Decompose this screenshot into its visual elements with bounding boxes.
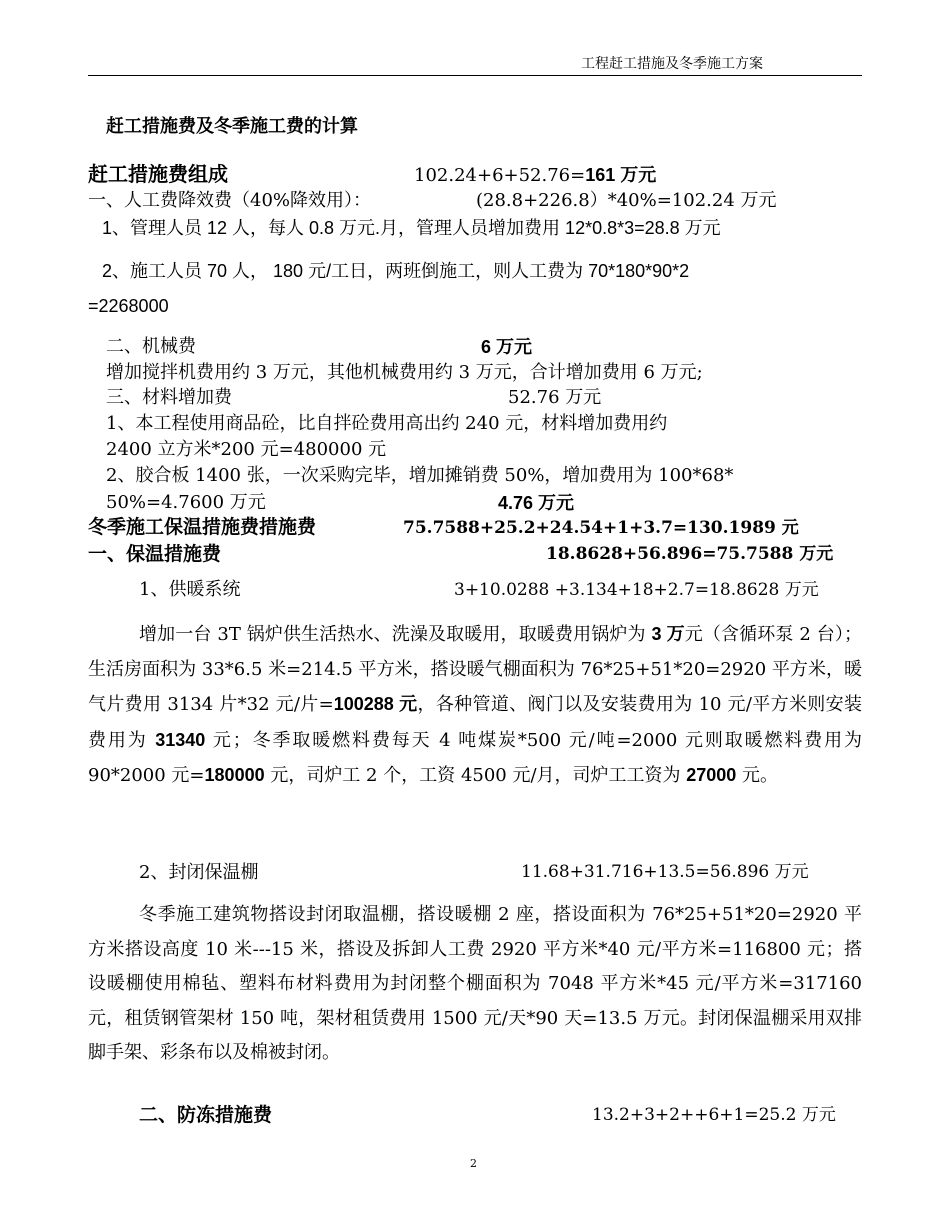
shed-title: 2、封闭保温棚 bbox=[139, 862, 259, 883]
material-item-2: 2、胶合板 1400 张，一次采购完毕，增加摊销费 50%，增加费用为 100*68* bbox=[106, 465, 734, 486]
labor-title: 一、人工费降效费（40%降效用）： bbox=[88, 190, 372, 211]
insulation-formula: 18.8628+56.896=75.7588 万元 bbox=[546, 544, 834, 564]
material-item-2-value: 4.76 万元 bbox=[498, 493, 575, 513]
heating-title: 1、供暖系统 bbox=[139, 579, 241, 600]
material-item-1: 1、本工程使用商品砼，比自拌砼费用高出约 240 元，材料增加费用约 bbox=[106, 413, 668, 434]
machine-desc: 增加搅拌机费用约 3 万元，其他机械费用约 3 万元，合计增加费用 6 万元; bbox=[106, 362, 703, 383]
heating-paragraph bbox=[88, 617, 862, 794]
frost-formula: 13.2+3+2++6+1=25.2 万元 bbox=[592, 1105, 836, 1125]
heating-text-run: 增加一台 3T 锅炉供生活热水、洗澡及取暖用，取暖费用锅炉为 bbox=[139, 624, 652, 645]
rush-formula-text: 102.24+6+52.76= bbox=[414, 165, 586, 186]
labor-item-1: 1、管理人员 12 人，每人 0.8 万元.月，管理人员增加费用 12*0.8*3=28.8 万元 bbox=[102, 218, 721, 238]
winter-heading-formula: 75.7588+25.2+24.54+1+3.7=130.1989 元 bbox=[403, 518, 799, 538]
material-title: 三、材料增加费 bbox=[106, 387, 232, 408]
shed-paragraph: 冬季施工建筑物搭设封闭取温棚，搭设暖棚 2 座，搭设面积为 76*25+51*20=2920 平方米搭设高度 10 米---15 米，搭设及拆卸人工费 2920 平方米*40 元/平方米=116800 元；搭设暖棚使用棉毡、塑料布材料费用为封闭整个棚面积为 7048 平方米*45 元/平方米=317160 元，租赁钢管架材 150 吨，架材租赁费用 1500 元/天*90 天=13.5 万元。封闭保温棚采用双排脚手架、彩条布以及棉被封闭。 bbox=[88, 904, 862, 1063]
heating-bold-value: 100288 元 bbox=[333, 694, 418, 714]
machine-title: 二、机械费 bbox=[106, 336, 196, 357]
rush-total: 161 万元 bbox=[585, 165, 657, 185]
heating-text-run: 元；冬季取暖燃料费每天 4 吨煤炭*500 元/吨=2000 元则取暖燃料费用为 90*2000 元= bbox=[88, 729, 862, 786]
heating-bold-value: 3 万 bbox=[651, 624, 685, 644]
page-number: 2 bbox=[470, 1157, 477, 1170]
heating-bold-value: 180000 bbox=[204, 765, 265, 785]
heating-text-run: 元（含循环泵 2 台）；生活房面积为 33*6.5 米=214.5 平方米，搭设暖气棚面积为 76*25+51*20=2920 平方米，暖气片费用 3134 片*32 元/片= bbox=[88, 624, 862, 715]
shed-formula: 11.68+31.716+13.5=56.896 万元 bbox=[521, 862, 809, 882]
heating-text-run: 元。 bbox=[736, 765, 779, 786]
heating-text-run: 元，司炉工 2 个，工资 4500 元/月，司炉工工资为 bbox=[264, 765, 687, 786]
labor-item-2-cont: =2268000 bbox=[88, 296, 169, 316]
frost-title: 二、防冻措施费 bbox=[139, 1105, 273, 1126]
labor-formula: (28.8+226.8）*40%=102.24 万元 bbox=[476, 190, 777, 211]
heating-text-run: ，各种管道、阀门以及安装费用为 10 元/平方米则安装费用为 bbox=[88, 694, 862, 751]
material-item-2-cont: 50%=4.7600 万元 bbox=[106, 492, 266, 513]
material-item-1-cont: 2400 立方米*200 元=480000 元 bbox=[106, 439, 387, 460]
rush-heading: 赶工措施费组成 bbox=[88, 164, 228, 186]
labor-item-2: 2、施工人员 70 人， 180 元/工日，两班倒施工，则人工费为 70*180*90*2 bbox=[102, 261, 690, 281]
header-rule bbox=[88, 75, 862, 76]
heating-bold-value: 27000 bbox=[686, 765, 737, 785]
heating-bold-value: 31340 bbox=[155, 729, 206, 750]
section-title: 赶工措施费及冬季施工费的计算 bbox=[106, 116, 358, 136]
winter-heading: 冬季施工保温措施费措施费 bbox=[88, 517, 317, 538]
rush-heading-formula bbox=[414, 166, 656, 185]
material-value: 52.76 万元 bbox=[508, 387, 602, 408]
heating-formula: 3+10.0288 +3.134+18+2.7=18.8628 万元 bbox=[454, 580, 819, 600]
insulation-title: 一、保温措施费 bbox=[88, 544, 222, 565]
machine-value: 6 万元 bbox=[481, 337, 533, 357]
header-title: 工程赶工措施及冬季施工方案 bbox=[581, 56, 763, 72]
